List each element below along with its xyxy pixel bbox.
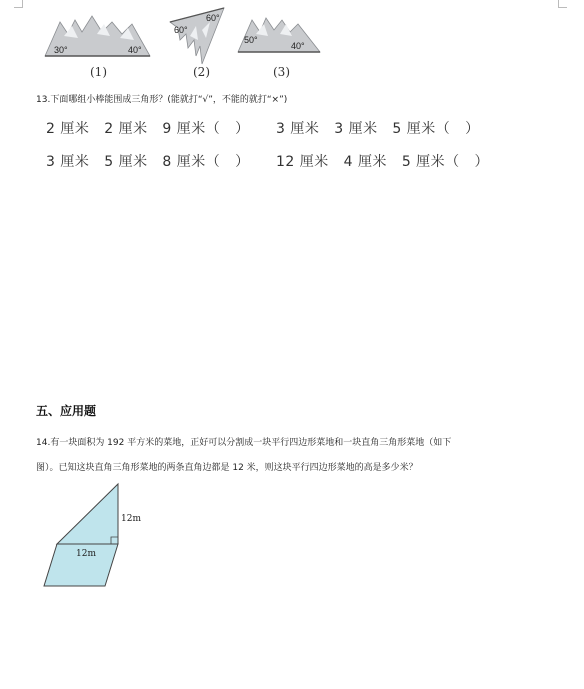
page-corner-mark-left: [14, 0, 23, 8]
fig2-angle-left: 60°: [174, 25, 188, 35]
q13-option-1: 2 厘米 2 厘米 9 厘米（ ）: [46, 121, 250, 137]
section-5-title: 五、应用题: [36, 404, 97, 418]
torn-triangle-figure-1: [42, 14, 154, 60]
fig2-angle-right: 60°: [206, 13, 220, 23]
question-13-prompt: 13.下面哪组小棒能围成三角形？(能就打“√”，不能的就打“×”): [36, 95, 288, 105]
fig1-angle-left: 30°: [54, 45, 68, 55]
fig1-angle-right: 40°: [128, 45, 142, 55]
label-vertical-leg: 12m: [121, 514, 141, 524]
fig3-angle-left: 50°: [244, 35, 258, 45]
torn-triangle-figure-2: [166, 6, 228, 66]
q13-option-2: 3 厘米 3 厘米 5 厘米（ ）: [276, 121, 480, 137]
figure-label-3: (3): [273, 65, 290, 79]
question-14-line-1: 14.有一块面积为 192 平方米的菜地，正好可以分割成一块平行四边形菜地和一块直角三角形菜地（如下: [36, 438, 452, 448]
right-triangle-field: [57, 484, 118, 544]
label-horizontal-leg: 12m: [76, 549, 96, 559]
figure-label-1: (1): [90, 65, 107, 79]
q13-option-3: 3 厘米 5 厘米 8 厘米（ ）: [46, 154, 250, 170]
question-14-line-2: 图）。已知这块直角三角形菜地的两条直角边都是 12 米，则这块平行四边形菜地的高是多少米？: [36, 463, 418, 473]
q13-option-4: 12 厘米 4 厘米 5 厘米（ ）: [276, 154, 490, 170]
page-corner-mark-right: [558, 0, 567, 8]
fig3-angle-right: 40°: [291, 41, 305, 51]
torn-triangle-figure-3: [236, 14, 322, 56]
q14-field-diagram: [40, 478, 150, 590]
figure-label-2: (2): [193, 65, 210, 79]
